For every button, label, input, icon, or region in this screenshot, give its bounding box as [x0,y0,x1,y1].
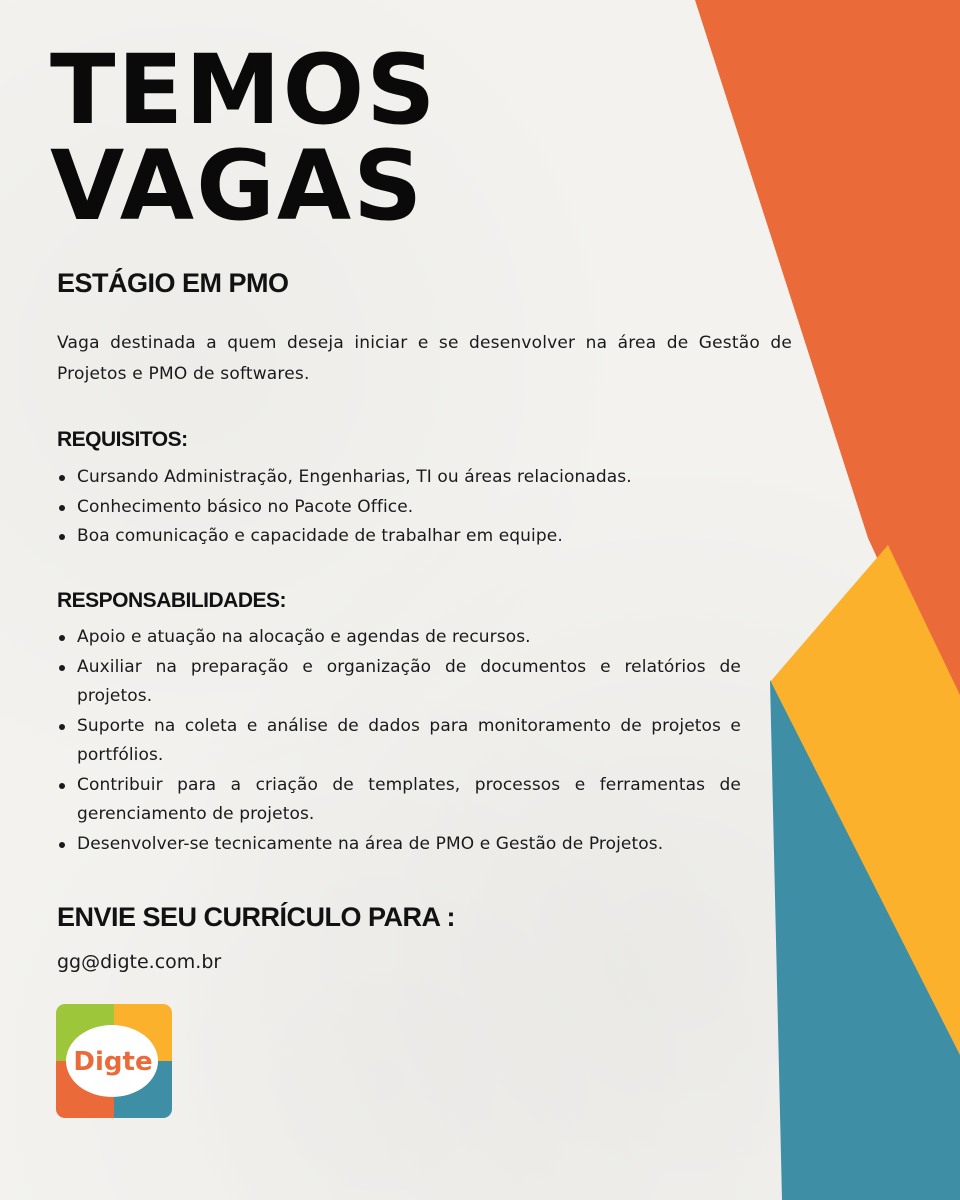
requirements-heading: REQUISITOS: [57,428,188,451]
cta-heading: ENVIE SEU CURRÍCULO PARA : [57,902,456,932]
list-item: Suporte na coleta e análise de dados para monitoramento de projetos e portfólios. [57,712,741,771]
list-item: Desenvolver-se tecnicamente na área de PMO e Gestão de Projetos. [57,830,741,860]
list-item: Apoio e atuação na alocação e agendas de recursos. [57,623,741,653]
list-item: Contribuir para a criação de templates, processos e ferramentas de gerenciamento de projetos. [57,771,741,830]
responsibilities-heading: RESPONSABILIDADES: [57,589,287,612]
page-title [50,34,610,242]
list-item: Auxiliar na preparação e organização de documentos e relatórios de projetos. [57,653,741,712]
list-item: Boa comunicação e capacidade de trabalhar em equipe. [57,522,757,552]
responsibilities-list [57,623,741,859]
title-line-1: TEMOS [50,34,438,146]
title-line-2: VAGAS [50,130,425,242]
contact-email[interactable]: gg@digte.com.br [57,951,222,973]
digte-logo [56,1004,172,1118]
requirements-list [57,463,757,552]
job-description: Vaga destinada a quem deseja iniciar e se desenvolver na área de Gestão de Projetos e PMO de softwares. [57,333,792,384]
job-title: ESTÁGIO EM PMO [57,268,289,298]
list-item: Conhecimento básico no Pacote Office. [57,493,757,523]
logo-text: Digte [73,1047,153,1077]
list-item: Cursando Administração, Engenharias, TI ou áreas relacionadas. [57,463,757,493]
